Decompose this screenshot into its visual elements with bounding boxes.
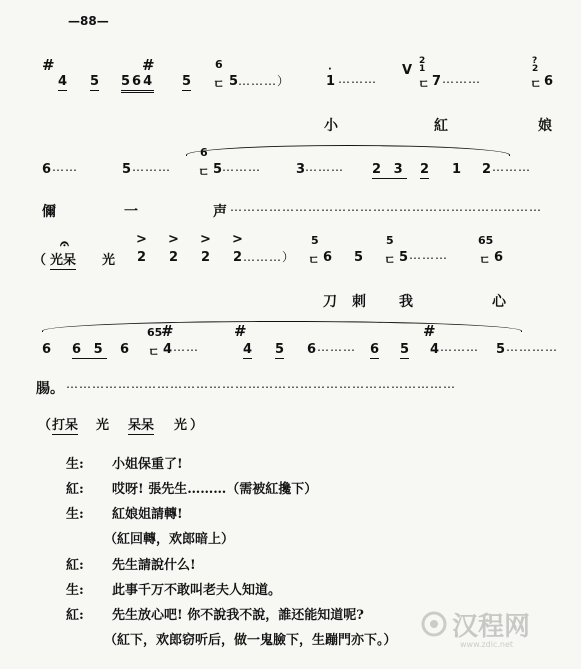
- dialogue-line: 此事千万不敢叫老夫人知道。: [112, 583, 282, 598]
- note: 4: [243, 342, 253, 357]
- breath-mark: V: [402, 63, 413, 78]
- percussion-syllable: 光呆: [50, 249, 76, 270]
- hold-dots: ………: [305, 160, 344, 174]
- watermark-url: www.zdic.net: [460, 640, 514, 649]
- grace-note: 65: [478, 234, 494, 247]
- accent-mark: >: [136, 232, 147, 247]
- slur: [42, 321, 522, 332]
- grace-note: ?: [532, 56, 538, 66]
- dialogue-line: 紅娘姐請轉!: [112, 507, 183, 522]
- grace-tie-mark: ㄷ: [384, 253, 396, 267]
- speaker-label: 生:: [66, 507, 84, 522]
- octave-dot: ·: [328, 64, 332, 75]
- hold-dots: ………）: [238, 74, 291, 88]
- note: 6: [42, 342, 52, 357]
- percussion-syllable: 呆呆: [128, 414, 154, 435]
- slur: [186, 145, 510, 156]
- note: 4: [430, 342, 440, 357]
- grace-note: 5: [386, 234, 394, 247]
- speaker-label: 紅:: [66, 608, 84, 623]
- grace-tie-mark: ㄷ: [198, 165, 210, 179]
- lyric-char: 心: [492, 294, 506, 310]
- note: 5: [122, 162, 132, 177]
- speaker-label: 生:: [66, 583, 84, 598]
- note: 5: [400, 342, 410, 357]
- note: 2: [169, 250, 179, 265]
- hold-dots: ………: [440, 340, 479, 354]
- note: 5: [354, 250, 364, 265]
- sharp-sign: #: [423, 322, 436, 340]
- page-number: —88—: [68, 14, 109, 28]
- lyric-char: 腸。: [36, 381, 64, 397]
- dialogue-line: 先生放心吧! 你不說我不說，誰还能知道呢?: [112, 608, 364, 623]
- accent-mark: >: [168, 232, 179, 247]
- note: 2: [420, 162, 430, 177]
- note: 6: [120, 342, 130, 357]
- note: 5: [90, 74, 100, 89]
- accent-mark: >: [200, 232, 211, 247]
- lyric-char: 我: [399, 294, 413, 310]
- grace-tie-mark: ㄷ: [213, 77, 225, 91]
- grace-tie-mark: ㄷ: [530, 77, 542, 91]
- note: 6: [544, 74, 554, 89]
- stage-direction: （紅回轉，欢郎暗上）: [104, 532, 235, 547]
- watermark-logo-icon: [420, 610, 448, 638]
- note: 2: [137, 250, 147, 265]
- note: 5: [182, 74, 192, 89]
- lyric-char: 一: [124, 204, 138, 220]
- grace-note: 1: [419, 64, 426, 74]
- lyric-char: 声: [213, 204, 227, 220]
- speaker-label: 生:: [66, 457, 84, 472]
- hold-dots: ………: [317, 340, 356, 354]
- sharp-sign: #: [234, 322, 247, 340]
- grace-note: 65: [147, 326, 163, 339]
- hold-dots: ………: [338, 72, 377, 86]
- dialogue-line: 哎呀! 張先生………（需被紅攙下）: [112, 482, 318, 497]
- accent-mark: >: [232, 232, 243, 247]
- watermark: [420, 600, 570, 656]
- grace-note: 2: [532, 64, 539, 74]
- hold-dots: …………: [506, 340, 558, 354]
- grace-note: 5: [311, 234, 319, 247]
- lyric-char: 小: [324, 118, 338, 134]
- lyric-char: 娘: [538, 118, 552, 134]
- percussion-syllable: 打呆: [52, 414, 78, 435]
- note: 5: [496, 342, 506, 357]
- note: 6: [307, 342, 317, 357]
- note: 6: [370, 342, 380, 357]
- lyric-char: 紅: [434, 118, 448, 134]
- paren: ）: [190, 418, 204, 433]
- grace-tie-mark: ㄷ: [418, 77, 430, 91]
- grace-note: 6: [200, 146, 208, 159]
- note: 1: [452, 162, 462, 177]
- fermata-icon: 𝄐: [60, 234, 69, 253]
- paren: （: [33, 253, 47, 268]
- note: 2: [482, 162, 492, 177]
- note: 5: [275, 342, 285, 357]
- hold-dots: ………: [442, 72, 481, 86]
- paren: （: [38, 418, 52, 433]
- lyric-char: 刀: [323, 294, 337, 310]
- hold-dots: ………………………………………………………………………………: [66, 377, 456, 391]
- hold-dots: ………）: [243, 250, 296, 264]
- note: 5: [399, 250, 409, 265]
- dialogue-line: 小姐保重了!: [112, 457, 183, 472]
- watermark-text: 汉程网: [452, 612, 531, 642]
- speaker-label: 紅:: [66, 558, 84, 573]
- grace-tie-mark: ㄷ: [479, 253, 491, 267]
- note: 3: [296, 162, 306, 177]
- note: 4: [163, 342, 173, 357]
- note-group: 2 3: [372, 162, 407, 177]
- note: 2: [201, 250, 211, 265]
- stage-direction: （紅下，欢郎窃听后，做一鬼臉下，生蹦門亦下。）: [104, 633, 397, 648]
- grace-note: 2: [419, 56, 426, 66]
- note: 6: [42, 162, 52, 177]
- lyric-char: 儞: [42, 204, 56, 220]
- percussion-syllable: 光: [174, 418, 188, 433]
- hold-dots: ………: [132, 160, 171, 174]
- percussion-syllable: 光: [102, 253, 116, 268]
- hold-dots: ……: [52, 160, 78, 174]
- grace-tie-mark: ㄷ: [148, 345, 160, 359]
- sharp-sign: #: [142, 56, 155, 74]
- note: 5: [213, 162, 223, 177]
- note: 6: [494, 250, 504, 265]
- note: 6: [323, 250, 333, 265]
- hold-dots: ………: [492, 160, 531, 174]
- grace-tie-mark: ㄷ: [308, 253, 320, 267]
- hold-dots: ……: [173, 340, 199, 354]
- hold-dots: ………: [222, 160, 261, 174]
- speaker-label: 紅:: [66, 482, 84, 497]
- note: 4: [58, 74, 68, 89]
- grace-note: 6: [215, 58, 223, 71]
- lyric-char: 刺: [352, 294, 366, 310]
- sharp-sign: #: [161, 322, 174, 340]
- hold-dots: ………: [409, 248, 448, 262]
- note-group: 6 5: [72, 342, 107, 357]
- percussion-syllable: 光: [96, 418, 110, 433]
- note-group: 564: [121, 74, 154, 93]
- note: 5: [229, 74, 239, 89]
- note: 7: [432, 74, 442, 89]
- hold-dots: ………………………………………………………………: [230, 200, 542, 214]
- sharp-sign: #: [42, 56, 55, 74]
- note: 2: [233, 250, 243, 265]
- dialogue-line: 先生請說什么!: [112, 558, 196, 573]
- note-high: 1: [326, 74, 336, 89]
